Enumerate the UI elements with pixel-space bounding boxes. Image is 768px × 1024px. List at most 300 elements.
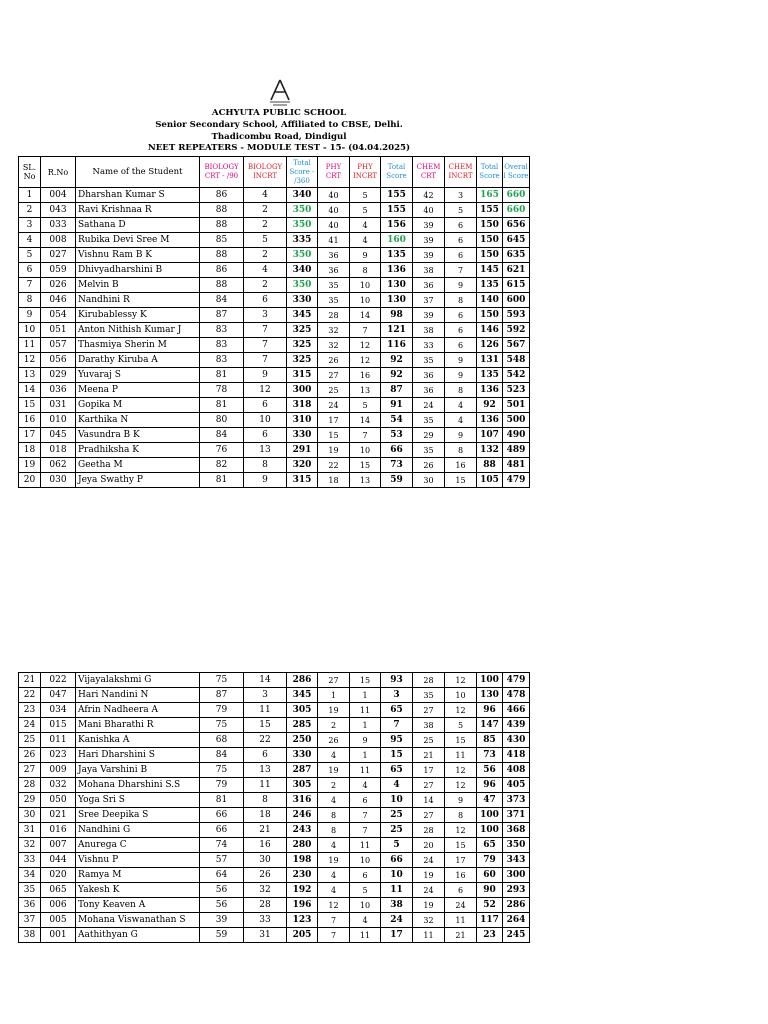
cell-biology-total: 315: [287, 473, 318, 488]
cell-chemistry-total: 73: [477, 748, 503, 763]
cell-student-name: Pradhiksha K: [76, 443, 200, 458]
cell-chemistry-incorrect: 5: [445, 203, 477, 218]
cell-overall-score: 286: [503, 898, 530, 913]
cell-student-name: Melvin B: [76, 278, 200, 293]
cell-chemistry-incorrect: 12: [445, 673, 477, 688]
school-affiliation: Senior Secondary School, Affiliated to CBSE, Delhi.: [155, 120, 403, 130]
table-row: [19, 898, 530, 913]
cell-physics-incorrect: 7: [350, 808, 381, 823]
cell-overall-score: 408: [503, 763, 530, 778]
cell-physics-incorrect: 7: [350, 428, 381, 443]
cell-sl-no: 5: [19, 248, 41, 263]
cell-physics-correct: 19: [318, 853, 350, 868]
cell-biology-total: 243: [287, 823, 318, 838]
cell-overall-score: 371: [503, 808, 530, 823]
cell-biology-correct: 74: [200, 838, 244, 853]
cell-chemistry-total: 150: [477, 218, 503, 233]
results-table-part2: [18, 672, 530, 943]
cell-biology-total: 305: [287, 703, 318, 718]
cell-student-name: Mani Bharathi R: [76, 718, 200, 733]
cell-physics-incorrect: 5: [350, 883, 381, 898]
col-chemistry-incorrect: CHEM INCRT: [445, 157, 477, 188]
cell-sl-no: 32: [19, 838, 41, 853]
cell-sl-no: 28: [19, 778, 41, 793]
cell-chemistry-correct: 27: [413, 703, 445, 718]
cell-student-name: Kirubablessy K: [76, 308, 200, 323]
cell-chemistry-total: 96: [477, 778, 503, 793]
cell-chemistry-incorrect: 8: [445, 443, 477, 458]
cell-biology-correct: 75: [200, 673, 244, 688]
cell-biology-total: 198: [287, 853, 318, 868]
cell-physics-total: 155: [381, 188, 413, 203]
cell-biology-correct: 86: [200, 263, 244, 278]
cell-biology-incorrect: 9: [244, 368, 287, 383]
cell-physics-correct: 22: [318, 458, 350, 473]
cell-physics-correct: 36: [318, 263, 350, 278]
cell-overall-score: 479: [503, 673, 530, 688]
cell-student-name: Sathana D: [76, 218, 200, 233]
cell-student-name: Ravi Krishnaa R: [76, 203, 200, 218]
table-row: [19, 443, 530, 458]
cell-overall-score: 567: [503, 338, 530, 353]
cell-student-name: Nandhini G: [76, 823, 200, 838]
table-row: [19, 868, 530, 883]
cell-chemistry-incorrect: 21: [445, 928, 477, 943]
cell-student-name: Ramya M: [76, 868, 200, 883]
cell-chemistry-total: 117: [477, 913, 503, 928]
cell-overall-score: 245: [503, 928, 530, 943]
cell-physics-total: 116: [381, 338, 413, 353]
table-row: [19, 233, 530, 248]
cell-biology-incorrect: 26: [244, 868, 287, 883]
cell-overall-score: 600: [503, 293, 530, 308]
cell-sl-no: 1: [19, 188, 41, 203]
table-row: [19, 733, 530, 748]
cell-physics-total: 130: [381, 293, 413, 308]
cell-chemistry-correct: 11: [413, 928, 445, 943]
cell-overall-score: 500: [503, 413, 530, 428]
cell-student-name: Sree Deepika S: [76, 808, 200, 823]
cell-physics-incorrect: 11: [350, 928, 381, 943]
cell-chemistry-incorrect: 6: [445, 338, 477, 353]
cell-student-name: Mohana Viswanathan S: [76, 913, 200, 928]
cell-sl-no: 26: [19, 748, 41, 763]
cell-roll-no: 005: [41, 913, 76, 928]
cell-roll-no: 008: [41, 233, 76, 248]
cell-sl-no: 27: [19, 763, 41, 778]
cell-biology-correct: 86: [200, 188, 244, 203]
col-student-name: Name of the Student: [76, 157, 200, 188]
cell-biology-correct: 66: [200, 808, 244, 823]
cell-biology-correct: 79: [200, 778, 244, 793]
cell-chemistry-total: 96: [477, 703, 503, 718]
cell-sl-no: 31: [19, 823, 41, 838]
cell-sl-no: 4: [19, 233, 41, 248]
cell-chemistry-incorrect: 6: [445, 323, 477, 338]
cell-physics-incorrect: 5: [350, 398, 381, 413]
cell-physics-incorrect: 4: [350, 218, 381, 233]
cell-chemistry-correct: 39: [413, 248, 445, 263]
cell-chemistry-incorrect: 9: [445, 278, 477, 293]
cell-biology-total: 315: [287, 368, 318, 383]
cell-chemistry-incorrect: 6: [445, 308, 477, 323]
table-row: [19, 413, 530, 428]
cell-student-name: Gopika M: [76, 398, 200, 413]
cell-roll-no: 026: [41, 278, 76, 293]
cell-roll-no: 021: [41, 808, 76, 823]
cell-chemistry-correct: 24: [413, 883, 445, 898]
cell-biology-total: 325: [287, 353, 318, 368]
cell-physics-incorrect: 10: [350, 278, 381, 293]
col-biology-incorrect: BIOLOGY INCRT: [244, 157, 287, 188]
cell-physics-incorrect: 14: [350, 308, 381, 323]
cell-chemistry-total: 79: [477, 853, 503, 868]
cell-biology-total: 330: [287, 293, 318, 308]
cell-overall-score: 343: [503, 853, 530, 868]
cell-roll-no: 029: [41, 368, 76, 383]
cell-physics-correct: 35: [318, 293, 350, 308]
cell-physics-correct: 32: [318, 323, 350, 338]
cell-student-name: Geetha M: [76, 458, 200, 473]
cell-physics-correct: 19: [318, 443, 350, 458]
cell-physics-incorrect: 12: [350, 353, 381, 368]
cell-physics-correct: 26: [318, 353, 350, 368]
cell-biology-total: 305: [287, 778, 318, 793]
cell-physics-correct: 35: [318, 278, 350, 293]
cell-chemistry-correct: 33: [413, 338, 445, 353]
cell-overall-score: 542: [503, 368, 530, 383]
cell-biology-total: 287: [287, 763, 318, 778]
table-row: [19, 853, 530, 868]
cell-chemistry-incorrect: 9: [445, 368, 477, 383]
cell-chemistry-correct: 40: [413, 203, 445, 218]
cell-biology-total: 123: [287, 913, 318, 928]
cell-biology-incorrect: 4: [244, 188, 287, 203]
cell-biology-correct: 85: [200, 233, 244, 248]
cell-roll-no: 016: [41, 823, 76, 838]
cell-biology-total: 285: [287, 718, 318, 733]
cell-physics-total: 66: [381, 443, 413, 458]
cell-chemistry-correct: 38: [413, 263, 445, 278]
cell-biology-total: 350: [287, 278, 318, 293]
cell-chemistry-total: 100: [477, 673, 503, 688]
cell-biology-incorrect: 30: [244, 853, 287, 868]
cell-physics-total: 98: [381, 308, 413, 323]
school-address: Thadicombu Road, Dindigul: [211, 132, 347, 142]
cell-chemistry-correct: 20: [413, 838, 445, 853]
col-physics-total: Total Score: [381, 157, 413, 188]
cell-biology-correct: 84: [200, 748, 244, 763]
cell-biology-correct: 79: [200, 703, 244, 718]
cell-roll-no: 010: [41, 413, 76, 428]
cell-sl-no: 11: [19, 338, 41, 353]
cell-biology-incorrect: 4: [244, 263, 287, 278]
cell-overall-score: 430: [503, 733, 530, 748]
cell-chemistry-total: 100: [477, 808, 503, 823]
col-physics-incorrect: PHY INCRT: [350, 157, 381, 188]
cell-sl-no: 19: [19, 458, 41, 473]
cell-chemistry-total: 105: [477, 473, 503, 488]
cell-overall-score: 373: [503, 793, 530, 808]
cell-sl-no: 15: [19, 398, 41, 413]
cell-student-name: Rubika Devi Sree M: [76, 233, 200, 248]
cell-biology-incorrect: 2: [244, 218, 287, 233]
cell-chemistry-incorrect: 8: [445, 808, 477, 823]
cell-biology-correct: 83: [200, 338, 244, 353]
cell-physics-total: 65: [381, 703, 413, 718]
cell-biology-correct: 88: [200, 203, 244, 218]
cell-overall-score: 656: [503, 218, 530, 233]
cell-physics-incorrect: 4: [350, 778, 381, 793]
cell-chemistry-incorrect: 16: [445, 458, 477, 473]
cell-physics-correct: 4: [318, 838, 350, 853]
cell-physics-correct: 28: [318, 308, 350, 323]
cell-roll-no: 046: [41, 293, 76, 308]
cell-overall-score: 490: [503, 428, 530, 443]
cell-physics-total: 17: [381, 928, 413, 943]
cell-overall-score: 479: [503, 473, 530, 488]
cell-physics-total: 4: [381, 778, 413, 793]
cell-chemistry-total: 88: [477, 458, 503, 473]
cell-overall-score: 501: [503, 398, 530, 413]
cell-student-name: Mohana Dharshini S.S: [76, 778, 200, 793]
table-row: [19, 703, 530, 718]
cell-physics-total: 73: [381, 458, 413, 473]
cell-physics-total: 91: [381, 398, 413, 413]
cell-biology-total: 320: [287, 458, 318, 473]
cell-roll-no: 056: [41, 353, 76, 368]
cell-roll-no: 043: [41, 203, 76, 218]
cell-physics-correct: 12: [318, 898, 350, 913]
cell-roll-no: 023: [41, 748, 76, 763]
cell-chemistry-total: 100: [477, 823, 503, 838]
cell-physics-correct: 24: [318, 398, 350, 413]
cell-biology-correct: 68: [200, 733, 244, 748]
cell-chemistry-total: 165: [477, 188, 503, 203]
cell-chemistry-incorrect: 11: [445, 748, 477, 763]
cell-chemistry-correct: 24: [413, 853, 445, 868]
cell-chemistry-total: 131: [477, 353, 503, 368]
cell-sl-no: 21: [19, 673, 41, 688]
cell-sl-no: 16: [19, 413, 41, 428]
table-row: [19, 383, 530, 398]
cell-biology-total: 330: [287, 428, 318, 443]
cell-overall-score: 264: [503, 913, 530, 928]
cell-chemistry-total: 146: [477, 323, 503, 338]
cell-chemistry-correct: 39: [413, 233, 445, 248]
cell-student-name: Anton Nithish Kumar J: [76, 323, 200, 338]
cell-sl-no: 18: [19, 443, 41, 458]
cell-physics-incorrect: 11: [350, 703, 381, 718]
cell-physics-total: 156: [381, 218, 413, 233]
cell-physics-correct: 25: [318, 383, 350, 398]
cell-student-name: Vasundra B K: [76, 428, 200, 443]
cell-sl-no: 7: [19, 278, 41, 293]
results-table-part1: [18, 156, 530, 488]
cell-biology-correct: 83: [200, 353, 244, 368]
cell-student-name: Nandhini R: [76, 293, 200, 308]
cell-student-name: Thasmiya Sherin M: [76, 338, 200, 353]
cell-biology-incorrect: 13: [244, 443, 287, 458]
cell-chemistry-correct: 38: [413, 323, 445, 338]
cell-roll-no: 001: [41, 928, 76, 943]
cell-physics-correct: 41: [318, 233, 350, 248]
cell-overall-score: 523: [503, 383, 530, 398]
cell-biology-correct: 87: [200, 308, 244, 323]
cell-sl-no: 20: [19, 473, 41, 488]
cell-biology-total: 300: [287, 383, 318, 398]
cell-biology-total: 250: [287, 733, 318, 748]
cell-physics-correct: 19: [318, 703, 350, 718]
cell-biology-total: 316: [287, 793, 318, 808]
cell-chemistry-total: 126: [477, 338, 503, 353]
cell-physics-correct: 4: [318, 793, 350, 808]
cell-roll-no: 059: [41, 263, 76, 278]
table-row: [19, 323, 530, 338]
cell-physics-total: 24: [381, 913, 413, 928]
cell-overall-score: 300: [503, 868, 530, 883]
cell-chemistry-correct: 30: [413, 473, 445, 488]
cell-sl-no: 36: [19, 898, 41, 913]
cell-chemistry-incorrect: 7: [445, 263, 477, 278]
cell-overall-score: 350: [503, 838, 530, 853]
cell-student-name: Yakesh K: [76, 883, 200, 898]
cell-biology-correct: 76: [200, 443, 244, 458]
cell-chemistry-total: 85: [477, 733, 503, 748]
cell-physics-incorrect: 11: [350, 763, 381, 778]
table-row: [19, 263, 530, 278]
cell-sl-no: 3: [19, 218, 41, 233]
cell-student-name: Vishnu P: [76, 853, 200, 868]
cell-sl-no: 12: [19, 353, 41, 368]
cell-biology-total: 350: [287, 203, 318, 218]
cell-chemistry-correct: 35: [413, 413, 445, 428]
cell-chemistry-incorrect: 12: [445, 763, 477, 778]
table-row: [19, 368, 530, 383]
cell-chemistry-incorrect: 6: [445, 233, 477, 248]
cell-sl-no: 2: [19, 203, 41, 218]
cell-chemistry-correct: 19: [413, 898, 445, 913]
table-row: [19, 293, 530, 308]
table-row: [19, 203, 530, 218]
col-physics-correct: PHY CRT: [318, 157, 350, 188]
cell-chemistry-correct: 35: [413, 353, 445, 368]
test-title: NEET REPEATERS - MODULE TEST - 15- (04.04.2025): [147, 143, 411, 153]
cell-roll-no: 018: [41, 443, 76, 458]
cell-chemistry-incorrect: 5: [445, 718, 477, 733]
cell-chemistry-total: 140: [477, 293, 503, 308]
cell-student-name: Tony Keaven A: [76, 898, 200, 913]
cell-chemistry-total: 65: [477, 838, 503, 853]
cell-physics-incorrect: 12: [350, 338, 381, 353]
cell-biology-total: 330: [287, 748, 318, 763]
cell-student-name: Kanishka A: [76, 733, 200, 748]
cell-overall-score: 615: [503, 278, 530, 293]
cell-sl-no: 34: [19, 868, 41, 883]
cell-chemistry-correct: 39: [413, 218, 445, 233]
cell-physics-total: 7: [381, 718, 413, 733]
cell-physics-correct: 27: [318, 673, 350, 688]
cell-overall-score: 645: [503, 233, 530, 248]
cell-biology-incorrect: 21: [244, 823, 287, 838]
cell-chemistry-correct: 27: [413, 808, 445, 823]
cell-biology-total: 345: [287, 308, 318, 323]
cell-physics-incorrect: 6: [350, 793, 381, 808]
cell-physics-total: 59: [381, 473, 413, 488]
cell-physics-incorrect: 5: [350, 203, 381, 218]
cell-chemistry-total: 150: [477, 308, 503, 323]
table-row: [19, 428, 530, 443]
cell-biology-correct: 87: [200, 688, 244, 703]
cell-chemistry-incorrect: 15: [445, 733, 477, 748]
cell-physics-total: 25: [381, 823, 413, 838]
cell-roll-no: 031: [41, 398, 76, 413]
cell-physics-total: 130: [381, 278, 413, 293]
cell-chemistry-incorrect: 12: [445, 778, 477, 793]
cell-chemistry-correct: 28: [413, 823, 445, 838]
cell-chemistry-correct: 36: [413, 383, 445, 398]
cell-chemistry-incorrect: 8: [445, 293, 477, 308]
cell-biology-total: 196: [287, 898, 318, 913]
cell-biology-total: 325: [287, 338, 318, 353]
cell-physics-correct: 7: [318, 913, 350, 928]
cell-physics-total: 65: [381, 763, 413, 778]
cell-physics-total: 136: [381, 263, 413, 278]
cell-physics-correct: 2: [318, 718, 350, 733]
cell-sl-no: 13: [19, 368, 41, 383]
cell-sl-no: 37: [19, 913, 41, 928]
cell-roll-no: 007: [41, 838, 76, 853]
cell-chemistry-correct: 27: [413, 778, 445, 793]
cell-student-name: Afrin Nadheera A: [76, 703, 200, 718]
cell-roll-no: 062: [41, 458, 76, 473]
cell-chemistry-total: 155: [477, 203, 503, 218]
cell-chemistry-correct: 19: [413, 868, 445, 883]
cell-biology-total: 350: [287, 248, 318, 263]
cell-chemistry-total: 90: [477, 883, 503, 898]
cell-biology-correct: 84: [200, 293, 244, 308]
cell-roll-no: 032: [41, 778, 76, 793]
cell-biology-incorrect: 7: [244, 353, 287, 368]
table-row: [19, 338, 530, 353]
cell-biology-incorrect: 6: [244, 748, 287, 763]
cell-biology-incorrect: 32: [244, 883, 287, 898]
cell-physics-incorrect: 7: [350, 823, 381, 838]
cell-sl-no: 38: [19, 928, 41, 943]
cell-physics-correct: 36: [318, 248, 350, 263]
cell-overall-score: 418: [503, 748, 530, 763]
cell-chemistry-total: 135: [477, 368, 503, 383]
cell-overall-score: 635: [503, 248, 530, 263]
cell-biology-correct: 81: [200, 793, 244, 808]
cell-chemistry-correct: 39: [413, 308, 445, 323]
cell-biology-correct: 57: [200, 853, 244, 868]
cell-biology-correct: 84: [200, 428, 244, 443]
cell-sl-no: 6: [19, 263, 41, 278]
table-row: [19, 793, 530, 808]
cell-student-name: Darathy Kiruba A: [76, 353, 200, 368]
cell-chemistry-total: 132: [477, 443, 503, 458]
cell-sl-no: 29: [19, 793, 41, 808]
cell-chemistry-incorrect: 11: [445, 913, 477, 928]
cell-sl-no: 10: [19, 323, 41, 338]
cell-student-name: Hari Nandini N: [76, 688, 200, 703]
cell-student-name: Anurega C: [76, 838, 200, 853]
cell-biology-incorrect: 9: [244, 473, 287, 488]
cell-overall-score: 592: [503, 323, 530, 338]
table-row: [19, 808, 530, 823]
cell-chemistry-correct: 25: [413, 733, 445, 748]
